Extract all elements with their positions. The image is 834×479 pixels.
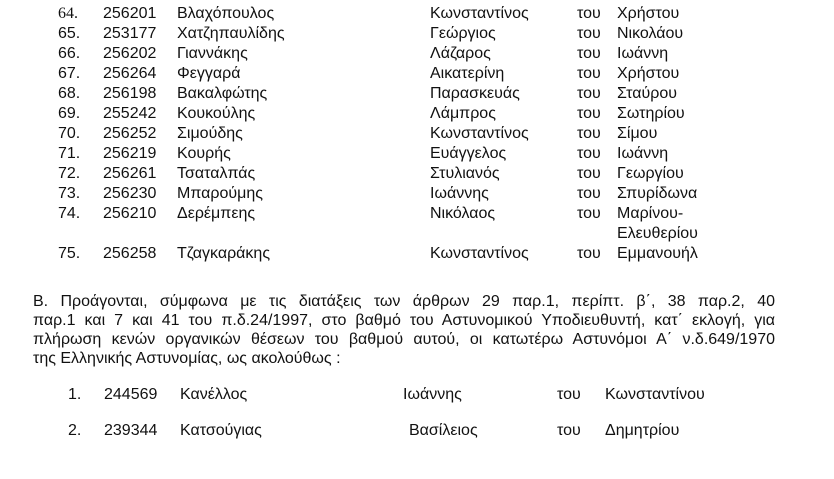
item-tou: του: [577, 125, 601, 142]
item-code: 256201: [103, 5, 157, 22]
item-firstname: Νικόλαος: [430, 205, 496, 222]
item-firstname: Αικατερίνη: [430, 65, 505, 82]
item-code: 256261: [103, 165, 157, 182]
item-surname: Κατσούγιας: [180, 422, 262, 439]
item-father: Σίμου: [617, 125, 658, 142]
item-number: 64.: [58, 5, 78, 22]
item-father: Χρήστου: [617, 5, 680, 22]
item-father: Σωτηρίου: [617, 105, 685, 122]
item-surname: Σιμούδης: [177, 125, 243, 142]
item-father: Εμμανουήλ: [617, 245, 698, 262]
item-father: Σταύρου: [617, 85, 677, 102]
item-tou: του: [577, 45, 601, 62]
item-number: 74.: [58, 205, 81, 222]
item-surname: Βλαχόπουλος: [177, 5, 275, 22]
paragraph-line: Β. Προάγονται, σύμφωνα με τις διατάξεις των άρθρων 29 παρ.1, περίπτ. β΄, 38 παρ.2, 40: [33, 293, 775, 310]
item-tou: του: [557, 422, 581, 439]
item-tou: του: [577, 105, 601, 122]
item-number: 68.: [58, 85, 81, 102]
item-surname: Γιαννάκης: [177, 45, 248, 62]
item-code: 256264: [103, 65, 157, 82]
item-tou: του: [577, 165, 601, 182]
item-firstname: Ιωάννης: [403, 386, 462, 403]
paragraph-line: πλήρωση κενών οργανικών θέσεων του βαθμού αυτού, οι κατωτέρω Αστυνόμοι Α΄ ν.δ.649/1970: [33, 331, 775, 348]
item-father: Ιωάννη: [617, 45, 669, 62]
item-code: 256258: [103, 245, 157, 262]
section-b-paragraph: [33, 292, 775, 368]
item-surname: Κανέλλος: [180, 386, 248, 403]
item-code: 244569: [104, 386, 158, 403]
item-tou: του: [577, 245, 601, 262]
item-father: Χρήστου: [617, 65, 680, 82]
item-number: 1.: [68, 386, 82, 403]
item-firstname: Ευάγγελος: [430, 145, 507, 162]
item-surname: Χατζηπαυλίδης: [177, 25, 285, 42]
item-firstname: Λάζαρος: [430, 45, 491, 62]
item-father: Γεωργίου: [617, 165, 684, 182]
item-code: 256202: [103, 45, 157, 62]
item-number: 65.: [58, 25, 81, 42]
item-surname: Τσαταλπάς: [177, 165, 256, 182]
item-firstname: Βασίλειος: [409, 422, 478, 439]
paragraph-line: της Ελληνικής Αστυνομίας, ως ακολούθως :: [33, 350, 341, 367]
item-firstname: Παρασκευάς: [430, 85, 520, 102]
item-code: 253177: [103, 25, 157, 42]
item-tou: του: [577, 5, 601, 22]
item-tou: του: [577, 185, 601, 202]
item-father: Σπυρίδωνα: [617, 185, 698, 202]
item-tou: του: [577, 25, 601, 42]
item-father-continuation: Ελευθερίου: [617, 225, 698, 242]
item-number: 69.: [58, 105, 81, 122]
item-number: 75.: [58, 245, 81, 262]
item-number: 66.: [58, 45, 81, 62]
item-firstname: Κωνσταντίνος: [430, 245, 529, 262]
item-father: Ιωάννη: [617, 145, 669, 162]
item-code: 239344: [104, 422, 158, 439]
item-surname: Μπαρούμης: [177, 185, 263, 202]
item-surname: Φεγγαρά: [177, 65, 241, 82]
item-number: 72.: [58, 165, 81, 182]
item-number: 67.: [58, 65, 81, 82]
item-tou: του: [557, 386, 581, 403]
item-father: Κωνσταντίνου: [605, 386, 705, 403]
item-tou: του: [577, 85, 601, 102]
item-number: 2.: [68, 422, 82, 439]
item-surname: Κουκούλης: [177, 105, 256, 122]
item-number: 70.: [58, 125, 81, 142]
item-tou: του: [577, 205, 601, 222]
item-code: 256210: [103, 205, 157, 222]
item-firstname: Κωνσταντίνος: [430, 125, 529, 142]
item-father: Νικολάου: [617, 25, 684, 42]
item-code: 255242: [103, 105, 157, 122]
item-firstname: Στυλιανός: [430, 165, 500, 182]
item-firstname: Γεώργιος: [430, 25, 496, 42]
item-code: 256219: [103, 145, 157, 162]
item-code: 256252: [103, 125, 157, 142]
item-firstname: Λάμπρος: [430, 105, 496, 122]
item-surname: Τζαγκαράκης: [177, 245, 271, 262]
item-number: 73.: [58, 185, 81, 202]
item-number: 71.: [58, 145, 81, 162]
item-surname: Δερέμπεης: [177, 205, 256, 222]
item-father: Δημητρίου: [605, 422, 680, 439]
item-father: Μαρίνου-: [617, 205, 684, 222]
item-surname: Βακαλφώτης: [177, 85, 268, 102]
item-code: 256230: [103, 185, 157, 202]
item-code: 256198: [103, 85, 157, 102]
item-firstname: Ιωάννης: [430, 185, 489, 202]
item-tou: του: [577, 145, 601, 162]
item-surname: Κουρής: [177, 145, 231, 162]
item-tou: του: [577, 65, 601, 82]
paragraph-line: παρ.1 και 7 και 41 του π.δ.24/1997, στο βαθμό του Αστυνομικού Υποδιευθυντή, κατ΄ εκλογή, για: [33, 312, 775, 329]
item-firstname: Κωνσταντίνος: [430, 5, 529, 22]
